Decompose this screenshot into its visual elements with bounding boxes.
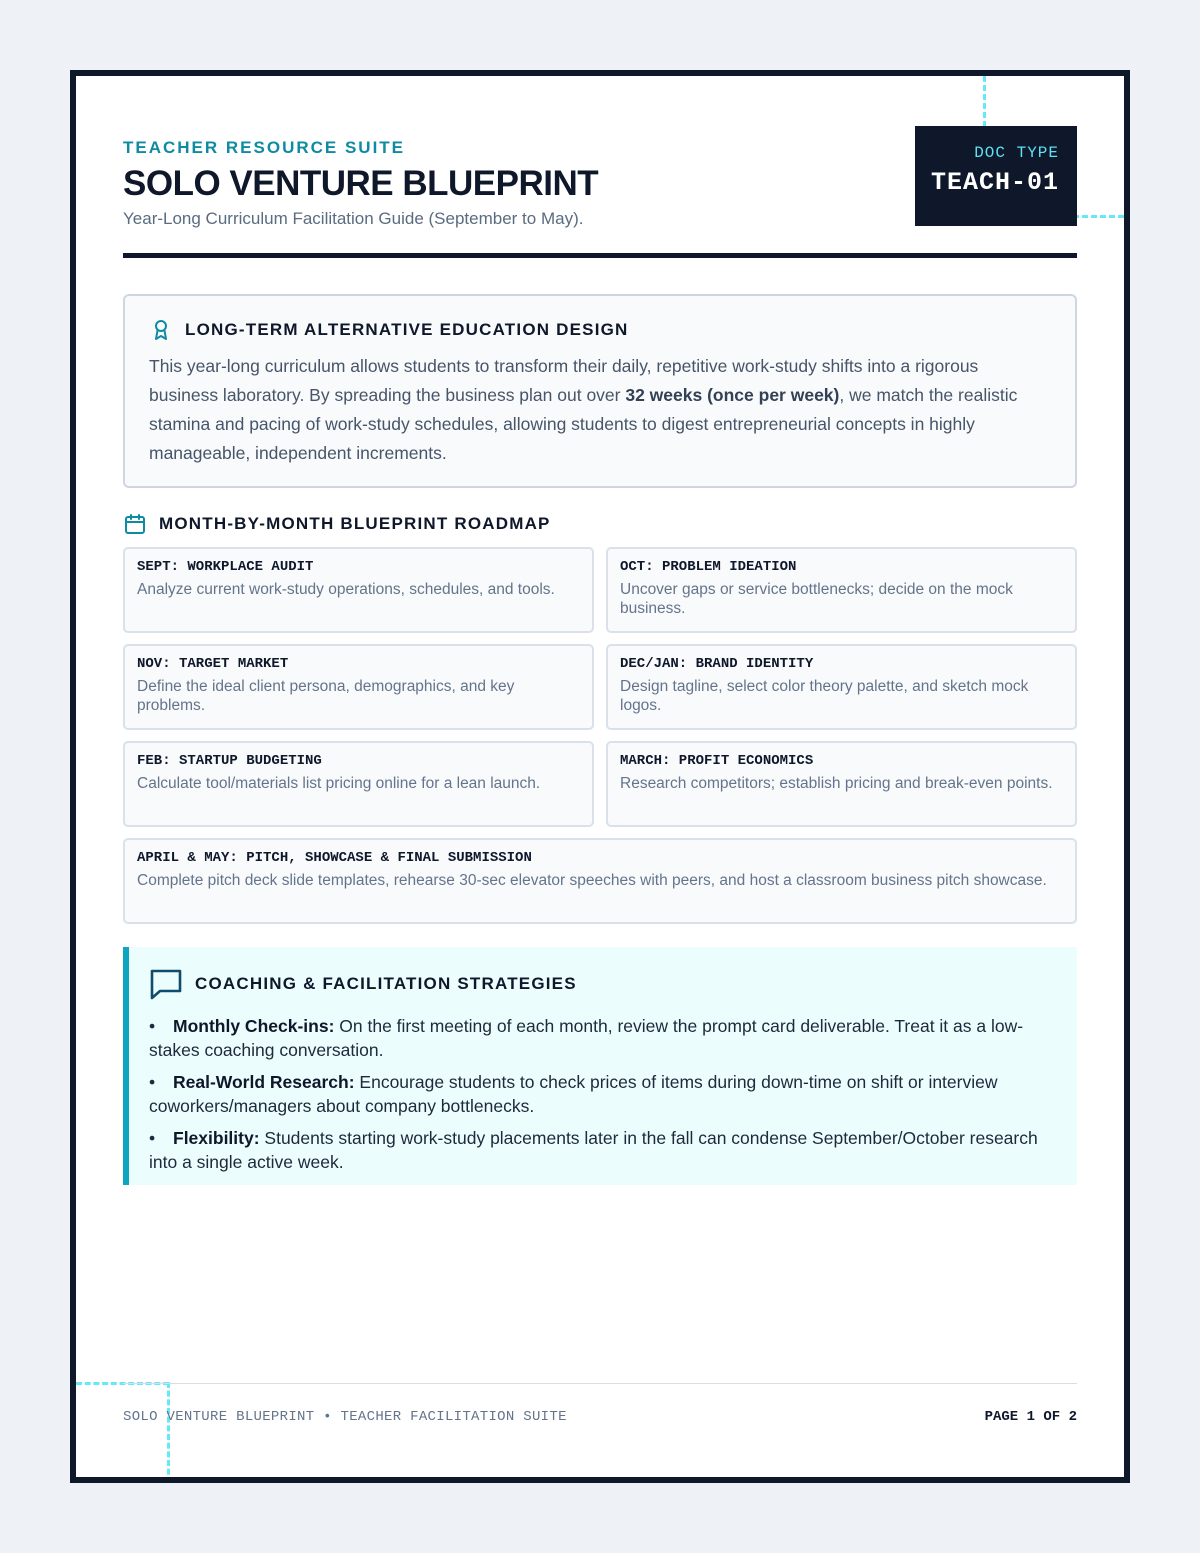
dashed-accent-line xyxy=(167,1382,170,1483)
calendar-icon xyxy=(123,512,147,536)
page-title: SOLO VENTURE BLUEPRINT xyxy=(123,164,599,203)
intro-paragraph xyxy=(149,352,1051,468)
roadmap-card-sept xyxy=(123,547,594,633)
document-page xyxy=(70,70,1130,1483)
coaching-list xyxy=(149,1015,1053,1174)
page-number: PAGE 1 OF 2 xyxy=(984,1409,1077,1425)
card-title: MARCH: PROFIT ECONOMICS xyxy=(620,753,814,769)
intro-text-end: , we match the realistic stamina and pacing of work-study schedules, allowing students to digest entrepreneurial concepts in highly manageable, independent increments. xyxy=(149,385,1018,463)
card-description: Design tagline, select color theory palette, and sketch mock logos. xyxy=(620,678,1029,714)
list-item: • Real-World Research: Encourage students to check prices of items during down-time on shift or interview coworkers/managers about company bottlenecks. xyxy=(149,1072,998,1116)
card-title: OCT: PROBLEM IDEATION xyxy=(620,559,797,575)
intro-text-emphasis: 32 weeks (once per week) xyxy=(625,385,840,405)
intro-panel xyxy=(123,294,1077,488)
page-subtitle: Year-Long Curriculum Facilitation Guide (September to May). xyxy=(123,209,584,228)
list-item: • Monthly Check-ins: On the first meeting of each month, review the prompt card deliverable. Treat it as a low-stakes coaching conversation. xyxy=(149,1016,1024,1060)
coaching-panel xyxy=(123,947,1077,1185)
coaching-heading-row xyxy=(149,967,1053,1001)
roadmap-card-feb xyxy=(123,741,594,827)
item-text: Students starting work-study placements later in the fall can condense September/October research into a single active week. xyxy=(149,1128,1038,1172)
speech-bubble-icon xyxy=(149,967,183,1001)
eyebrow-label: TEACHER RESOURCE SUITE xyxy=(123,138,406,157)
card-title: FEB: STARTUP BUDGETING xyxy=(137,753,322,769)
roadmap-card-nov xyxy=(123,644,594,730)
footer-divider xyxy=(123,1383,1077,1384)
intro-heading: LONG-TERM ALTERNATIVE EDUCATION DESIGN xyxy=(185,320,629,339)
coaching-heading: COACHING & FACILITATION STRATEGIES xyxy=(195,974,577,993)
item-label: Flexibility: xyxy=(173,1128,260,1148)
footer-title: SOLO VENTURE BLUEPRINT • TEACHER FACILITATION SUITE xyxy=(123,1409,567,1425)
item-label: Monthly Check-ins: xyxy=(173,1016,335,1036)
card-description: Uncover gaps or service bottlenecks; decide on the mock business. xyxy=(620,581,1013,617)
doc-type-label: DOC TYPE xyxy=(974,144,1059,162)
item-label: Real-World Research: xyxy=(173,1072,355,1092)
card-description: Calculate tool/materials list pricing online for a lean launch. xyxy=(137,775,541,792)
roadmap-heading: MONTH-BY-MONTH BLUEPRINT ROADMAP xyxy=(159,514,551,533)
card-title: DEC/JAN: BRAND IDENTITY xyxy=(620,656,814,672)
header-divider xyxy=(123,253,1077,258)
list-item: • Flexibility: Students starting work-study placements later in the fall can condense September/October research into a single active week. xyxy=(149,1128,1038,1172)
item-text: Encourage students to check prices of items during down-time on shift or interview coworkers/managers about company bottlenecks. xyxy=(149,1072,998,1116)
card-description: Define the ideal client persona, demographics, and key problems. xyxy=(137,678,515,714)
card-description: Research competitors; establish pricing and break-even points. xyxy=(620,775,1053,792)
card-description: Complete pitch deck slide templates, rehearse 30-sec elevator speeches with peers, and host a classroom business pitch showcase. xyxy=(137,872,1047,889)
roadmap-card-dec-jan xyxy=(606,644,1077,730)
card-description: Analyze current work-study operations, schedules, and tools. xyxy=(137,581,555,598)
roadmap-card-april-may xyxy=(123,838,1077,924)
doc-type-value: TEACH-01 xyxy=(930,168,1059,197)
award-ribbon-icon xyxy=(149,318,173,342)
card-title: SEPT: WORKPLACE AUDIT xyxy=(137,559,314,575)
card-title: APRIL & MAY: PITCH, SHOWCASE & FINAL SUBMISSION xyxy=(137,850,532,866)
roadmap-card-oct xyxy=(606,547,1077,633)
card-title: NOV: TARGET MARKET xyxy=(137,656,289,672)
intro-heading-row xyxy=(149,318,1051,342)
intro-text-start: This year-long curriculum allows students to transform their daily, repetitive work-study shifts into a rigorous business laboratory. By spreading the business plan out over xyxy=(149,356,979,405)
item-text: On the first meeting of each month, review the prompt card deliverable. Treat it as a low-stakes coaching conversation. xyxy=(149,1016,1024,1060)
roadmap-card-march xyxy=(606,741,1077,827)
roadmap-heading-row xyxy=(123,512,551,536)
doc-type-badge xyxy=(915,126,1077,226)
